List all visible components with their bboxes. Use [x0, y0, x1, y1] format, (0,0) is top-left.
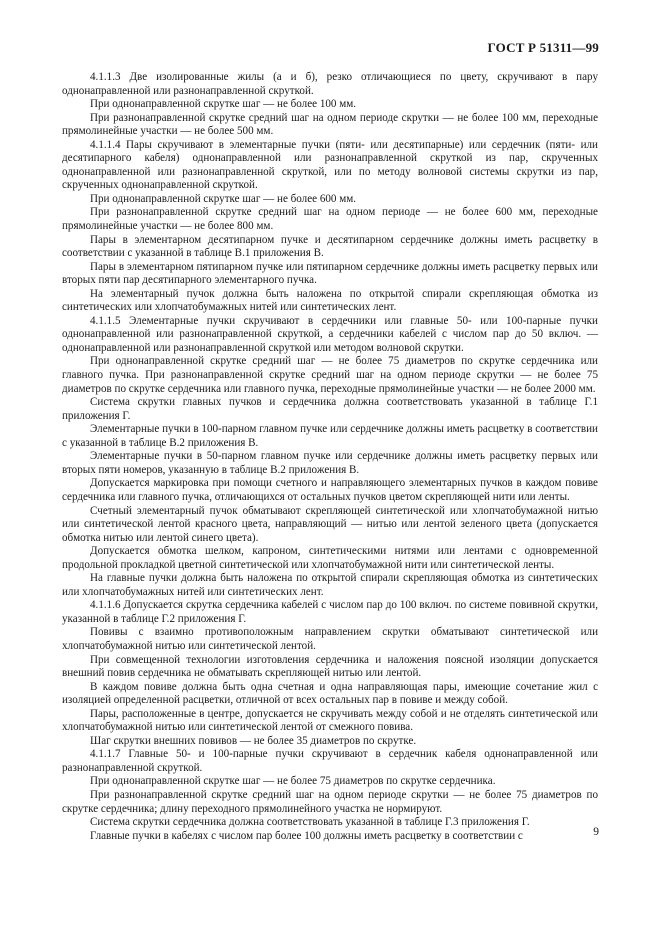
paragraph: 4.1.1.7 Главные 50- и 100-парные пучки скручивают в сердечник кабеля однонаправленной или разнонаправленной скруткой. — [62, 748, 598, 774]
paragraph: Шаг скрутки внешних повивов — не более 35 диаметров по скрутке. — [90, 734, 417, 747]
paragraph: Пары в элементарном пятипарном пучке или пятипарном сердечнике должны иметь расцветку первых или вторых пяти пар десятипарного элементарного пучка. — [62, 260, 598, 287]
paragraph: Допускается обмотка шелком, капроном, синтетическими нитями или лентами с одновременной продольной прокладкой цветной синтетической или хлопчатобумажной нити или синтетической ленты. — [62, 545, 598, 571]
paragraph: Допускается маркировка при помощи счетного и направляющего элементарных пучков в каждом повиве сердечника или главного пучка, отличающихся от остальных пучков цветом скрепляющей нити или ленты. — [62, 477, 598, 503]
paragraph: При однонаправленной скрутке шаг — не более 100 мм. — [90, 98, 357, 111]
paragraph: При разнонаправленной скрутке средний шаг на одном периоде — не более 600 мм, переходные прямолинейные участки — не более 800 мм. — [62, 206, 598, 233]
paragraph: Главные пучки в кабелях с числом пар более 100 должны иметь расцветку в соответствии с — [90, 829, 523, 842]
paragraph: Система скрутки сердечника должна соответствовать указанной в таблице Г.3 приложения Г. — [90, 816, 530, 829]
paragraph: Система скрутки главных пучков и сердечника должна соответствовать указанной в таблице Г.1 приложения Г. — [62, 396, 598, 422]
paragraph: В каждом повиве должна быть одна счетная и одна направляющая пары, имеющие сочетание жил с изоляцией определенной расцветки, отличной от всех остальных пар в повиве и между собой. — [62, 680, 598, 707]
paragraph: При однонаправленной скрутке средний шаг — не более 75 диаметров по скрутке сердечника или главного пучка. При разнонаправленной скрутке средний шаг на одном периоде скрутки — не более 75 диаметров по скрутке сердечника или главного пучка, переходные прямолинейные участки — не более 2000 мм. — [62, 355, 598, 395]
paragraph: 4.1.1.3 Две изолированные жилы (а и б), резко отличающиеся по цвету, скручивают в пару однонаправленной или разнонаправленной скруткой. — [62, 71, 598, 97]
paragraph: На главные пучки должна быть наложена по открытой спирали скрепляющая обмотка из синтетических или хлопчатобумажных нитей или синтетических лент. — [62, 572, 598, 598]
paragraph: При однонаправленной скрутке шаг — не более 75 диаметров по скрутке сердечника. — [90, 775, 496, 788]
paragraph: При разнонаправленной скрутке средний шаг на одном периоде скрутки — не более 100 мм, переходные прямолинейные участки — не более 500 мм. — [62, 111, 598, 138]
paragraph: Повивы с взаимно противоположным направлением скрутки обматывают синтетической или хлопчатобумажной нитью или синтетической лентой. — [62, 626, 598, 652]
paragraph: 4.1.1.4 Пары скручивают в элементарные пучки (пяти- или десятипарные) или сердечник (пяти- или десятипарного кабеля) однонаправленной или разнонаправленной скруткой из пар, скрученных однонаправленной или разнонаправленной скруткой, или по методу волновой системы скрутки из пар, скрученных однонаправленной скруткой. — [62, 138, 598, 192]
paragraph: Пары, расположенные в центре, допускается не скручивать между собой и не отделять синтетической или хлопчатобумажной нитью или синтетической лентой от смежного повива. — [62, 707, 598, 734]
paragraph: На элементарный пучок должна быть наложена по открытой спирали скрепляющая обмотка из синтетических или хлопчатобумажных нитей или синтетических лент. — [62, 287, 598, 314]
paragraph: Элементарные пучки в 50-парном главном пучке или сердечнике должны иметь расцветку первых или вторых пяти номеров, указанную в таблице В.2 приложения В. — [62, 450, 598, 476]
paragraph: 4.1.1.6 Допускается скрутка сердечника кабелей с числом пар до 100 включ. по системе повивной скрутки, указанной в таблице Г.2 приложения Г. — [62, 599, 598, 625]
paragraph: При разнонаправленной скрутке средний шаг на одном периоде скрутки — не более 75 диаметров по скрутке сердечника; длину переходного прямолинейного участка не нормируют. — [62, 788, 598, 815]
paragraph: При совмещенной технологии изготовления сердечника и наложения поясной изоляции допускается внешний повив сердечника не обматывать скрепляющей нитью или лентой. — [62, 653, 598, 680]
document-standard-id: ГОСТ Р 51311—99 — [487, 40, 599, 55]
document-body — [62, 71, 598, 843]
paragraph: Элементарные пучки в 100-парном главном пучке или сердечнике должны иметь расцветку в соответствии с указанной в таблице В.2 приложения В. — [62, 423, 598, 449]
paragraph: При однонаправленной скрутке шаг — не более 600 мм. — [90, 192, 357, 205]
paragraph: Счетный элементарный пучок обматывают скрепляющей синтетической или хлопчатобумажной нитью или синтетической лентой красного цвета, направляющий — нитью или лентой зеленого цвета (допускается обмотка нитью или лентой синего цвета). — [62, 504, 598, 544]
page-number: 9 — [593, 826, 599, 838]
paragraph: Пары в элементарном десятипарном пучке и десятипарном сердечнике должны иметь расцветку в соответствии с указанной в таблице В.1 приложения В. — [62, 233, 598, 260]
paragraph: 4.1.1.5 Элементарные пучки скручивают в сердечники или главные 50- или 100-парные пучки однонаправленной или разнонаправленной скруткой, а сердечники кабелей с числом пар до 50 включ. — однонаправленной или разнонаправленной скруткой или методом волновой скрутки. — [62, 314, 598, 354]
